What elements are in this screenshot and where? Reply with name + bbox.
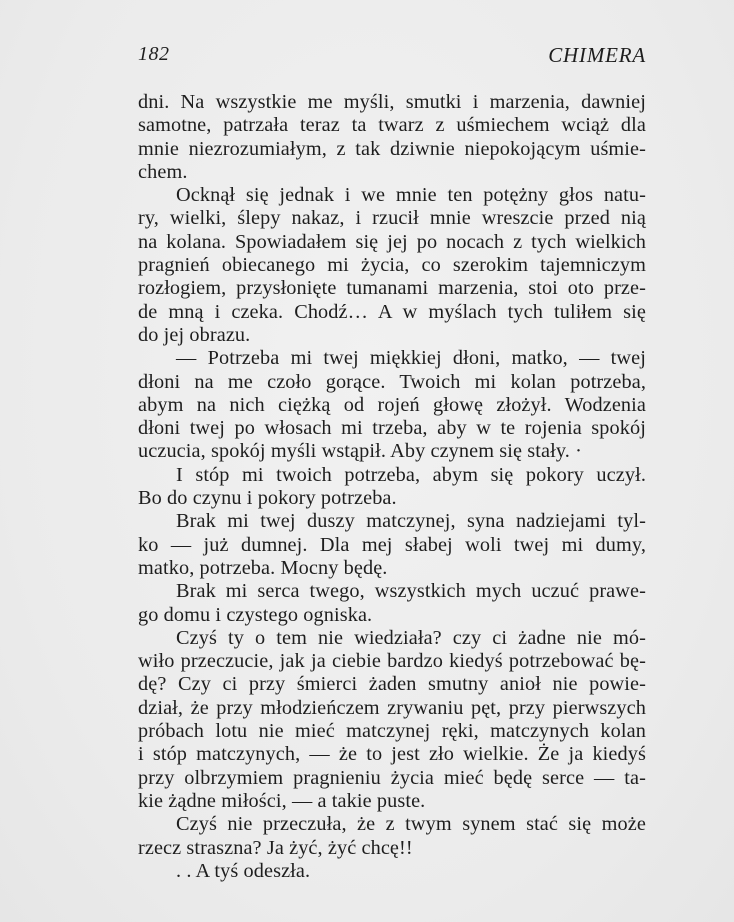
text-line: dni. Na wszystkie me myśli, smutki i marzenia, dawniej [138, 91, 646, 113]
text-line: i stóp matczynych, — że to jest zło wielkie. Że ja kiedyś [138, 743, 646, 766]
text-line: chem. [138, 160, 188, 183]
running-title: CHIMERA [548, 43, 646, 67]
paragraph [138, 627, 646, 813]
text-line: Czyś nie przeczuła, że z twym synem stać się może [176, 813, 646, 836]
paragraph [138, 813, 646, 860]
text-line: de mną i czeka. Chodź… A w myślach tych tuliłem się [138, 300, 646, 323]
running-head [138, 40, 646, 74]
paragraph [138, 510, 646, 580]
text-line: — Potrzeba mi twej miękkiej dłoni, matko, — twej [176, 347, 646, 370]
text-line: rozłogiem, przysłonięte tumanami marzenia, stoi oto prze- [138, 277, 646, 300]
text-line: mnie niezrozumiałym, z tak dziwnie niepokojącym uśmie- [138, 137, 646, 160]
paragraph [138, 184, 646, 347]
text-line: do jej obrazu. [138, 323, 251, 346]
text-line: matko, potrzeba. Mocny będę. [138, 556, 388, 579]
text-line: dę? Czy ci przy śmierci żaden smutny anioł nie powie- [138, 673, 646, 696]
book-page [138, 40, 646, 883]
paragraph [138, 464, 646, 511]
text-line: Brak mi serca twego, wszystkich mych uczuć prawe- [176, 580, 646, 603]
text-line: samotne, patrzała teraz ta twarz z uśmiechem wciąż dla [138, 114, 646, 137]
text-line: kie żądne miłości, — a takie puste. [138, 789, 426, 812]
text-line: na kolana. Spowiadałem się jej po nocach z tych wielkich [138, 230, 646, 253]
text-line: Czyś ty o tem nie wiedziała? czy ci żadne nie mó- [176, 626, 646, 649]
text-line: dłoni twej po włosach mi trzeba, aby w te rojenia spokój [138, 417, 646, 440]
paragraph [138, 347, 646, 463]
text-line: wiło przeczucie, jak ja ciebie bardzo kiedyś potrzebować bę- [138, 650, 646, 673]
text-line: Brak mi twej duszy matczynej, syna nadziejami tyl- [176, 510, 646, 533]
text-line: Ocknął się jednak i we mnie ten potężny głos natu- [176, 184, 646, 207]
text-line: rzecz straszna? Ja żyć, żyć chcę!! [138, 836, 413, 859]
text-line: dłoni na me czoło gorące. Twoich mi kolan potrzeba, [138, 370, 646, 393]
text-line: próbach lotu nie mieć matczynej ręki, matczynych kolan [138, 720, 646, 743]
body-text [138, 91, 646, 883]
paragraph [138, 860, 646, 883]
paragraph [138, 91, 646, 184]
text-line: I stóp mi twoich potrzeba, abym się pokory uczył. [176, 463, 646, 486]
text-line: Bo do czynu i pokory potrzeba. [138, 487, 397, 510]
text-line: . . A tyś odeszła. [176, 859, 311, 882]
text-line: ko — już dumnej. Dla mej słabej woli twej mi dumy, [138, 533, 646, 556]
text-line: ry, wielki, ślepy nakaz, i rzucił mnie wreszcie przed nią [138, 207, 646, 230]
text-line: go domu i czystego ogniska. [138, 603, 373, 626]
text-line: dział, że przy młodzieńczem zrywaniu pęt, przy pierwszych [138, 696, 646, 719]
text-line: przy olbrzymiem pragnieniu życia mieć będę serce — ta- [138, 766, 646, 789]
page-number: 182 [138, 43, 170, 65]
text-line: abym na nich ciężką od rojeń głowę złożył. Wodzenia [138, 393, 646, 416]
paragraph [138, 580, 646, 627]
text-line: pragnień obiecanego mi życia, co szerokim tajemniczym [138, 254, 646, 277]
text-line: uczucia, spokój myśli wstąpił. Aby czynem się stały. · [138, 440, 582, 463]
